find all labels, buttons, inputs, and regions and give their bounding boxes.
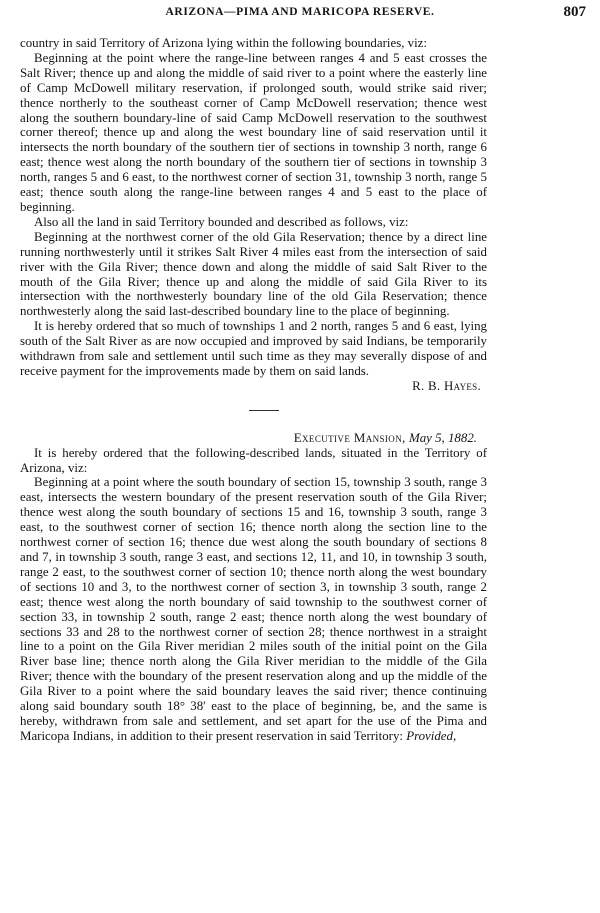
signature: R. B. Hayes.: [412, 378, 481, 393]
order-2-closing-italic: Provided,: [406, 728, 457, 743]
order-2-heading-org: Executive Mansion,: [293, 430, 406, 445]
order-1-opening: country in said Territory of Arizona lying within the following boundaries, viz:: [20, 36, 427, 50]
running-head: [0, 6, 600, 24]
page-number: 807: [563, 4, 586, 20]
order-1-paragraph-4: It is hereby ordered that so much of townships 1 and 2 north, ranges 5 and 6 east, lying south of the Salt River as are now occupied and improved by said Indians, be temporarily withdrawn from sale and settlement until such time as they may severally dispose of and receive payment for the improvements made by them on said lands.: [20, 319, 487, 378]
order-1-paragraph-1: Beginning at the point where the range-line between ranges 4 and 5 east crosses the Salt River; thence up and along the middle of said river to a point where the easterly line of Camp McDowell military reservation, if prolonged south, would strike said river; thence northerly to the southeast corner of Camp McDowell reservation; thence west along the southern boundary-line of said Camp McDowell reservation to the southwest corner thereof; thence up and along the west boundary line of said reservation until it intersects the north boundary of the southern tier of sections in township 3 north, range 6 east; thence west along the north boundary of the southern tier of sections in township 3 north, ranges 5 and 6 east, to the northwest corner of section 31, township 3 north, range 5 east; thence south along the range-line between ranges 4 and 5 east to the place of beginning.: [20, 50, 487, 214]
order-2-heading: [20, 431, 487, 446]
running-title: ARIZONA—PIMA AND MARICOPA RESERVE.: [165, 6, 435, 18]
section-divider: [249, 410, 279, 411]
order-2-paragraph-1: It is hereby ordered that the following-described lands, situated in the Territory of Arizona, viz:: [20, 445, 487, 475]
order-2-heading-date: May 5, 1882.: [408, 430, 477, 445]
order-2-paragraph-2: [20, 475, 487, 743]
order-1-paragraph-2: Also all the land in said Territory bounded and described as follows, viz:: [34, 214, 409, 229]
document-body: [20, 36, 487, 744]
order-2-paragraph-2-text: Beginning at a point where the south boundary of section 15, township 3 south, range 3 east, intersects the western boundary of the present reservation south of the Gila River; thence west along the south boundary of sections 15 and 16, township 3 south, range 3 east, to the southwest corner of section 16; thence north along the section line to the northwest corner of section 16; thence due west along the south boundary of sections 8 and 7, in township 3 south, range 3 east, and sections 12, 11, and 10, in township 3 south, range 2 east, to the southwest corner of section 10; thence north along the west boundary of sections 10 and 3, to the northwest corner of section 3, in township 3 south, range 2 east; thence west along the north boundary of said township to the southwest corner of section 33, in township 2 south, range 2 east; thence north along the west boundary of sections 33 and 28 to the northwest corner of section 28; thence northwest in a straight line to a point on the Gila River meridian 2 miles south of the initial point on the Gila River base line; thence north along the Gila River meridian to the middle of the Gila River; thence with the boundary of the present reservation along and up the middle of the Gila River to a point where the said boundary leaves the said river; thence continuing along said boundary south 18° 38′ east to the place of beginning, be, and the same is hereby, withdrawn from sale and settlement, and set apart for the use of the Pima and Maricopa Indians, in addition to their present reservation in said Territory:: [20, 475, 487, 743]
order-1-paragraph-3: Beginning at the northwest corner of the old Gila Reservation; thence by a direct line running northwesterly until it strikes Salt River 4 miles east from the intersection of said river with the Gila River; thence down and along the middle of said Salt River to the mouth of the Gila River; thence up and along the middle of said Gila River to its intersection with the northwesterly boundary line of the old Gila Reservation; thence northwesterly along the said last-described boundary line to the place of beginning.: [20, 229, 487, 319]
